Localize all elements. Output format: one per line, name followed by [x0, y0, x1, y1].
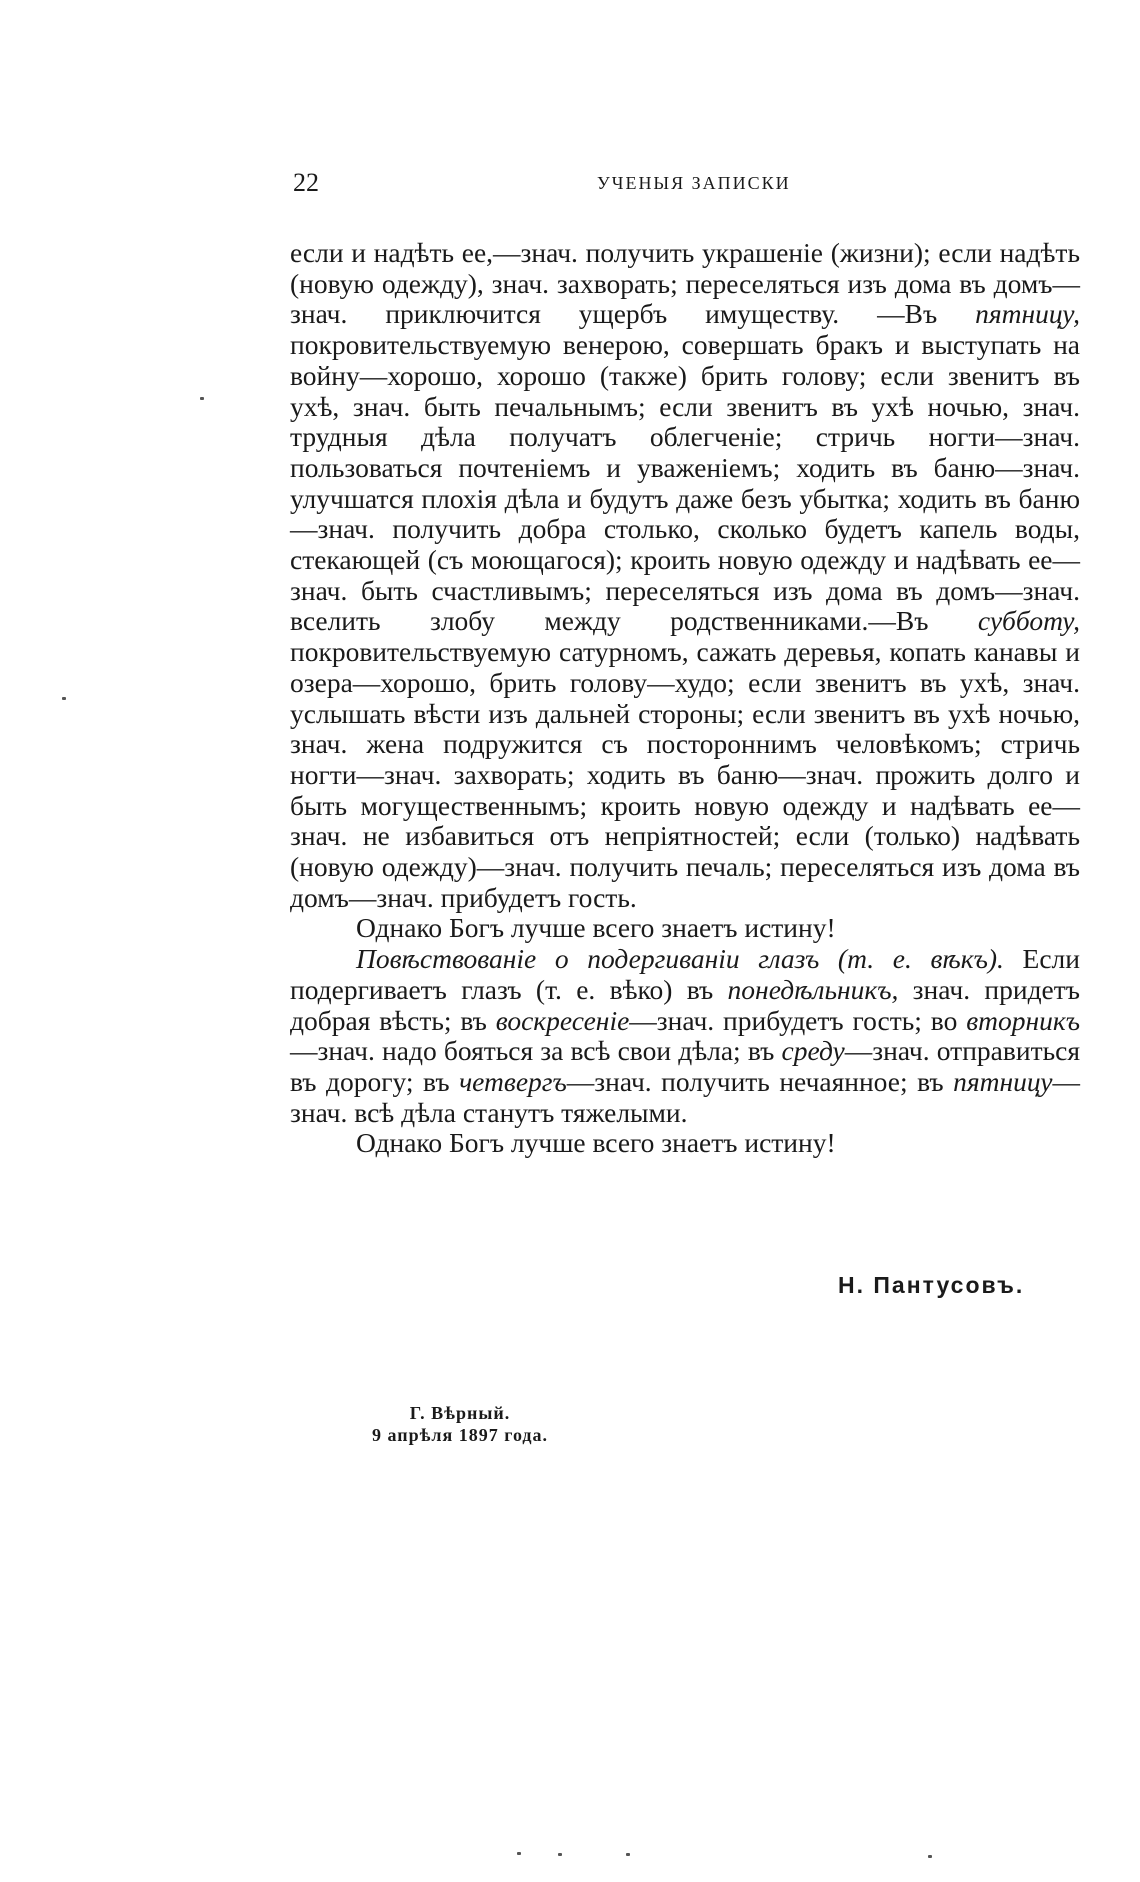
page-number: 22 [293, 168, 319, 197]
scan-speck [200, 397, 204, 400]
text-segment: Если подергиваетъ глазъ (т. е. вѣко) въ [290, 943, 1080, 1005]
scan-speck [558, 1853, 562, 1856]
text-segment-italic: пятницу [953, 1065, 1053, 1097]
date: 9 апрѣля 1897 года. [371, 1425, 549, 1445]
text-segment: знач. придетъ добрая вѣсть; въ [290, 973, 1081, 1036]
text-segment-italic: среду [781, 1035, 845, 1067]
place-date-block [350, 1402, 570, 1446]
text-segment: —знач. всѣ дѣла станутъ тяжелыми. [290, 1065, 1081, 1128]
author-signature: Н. Пантусовъ. [838, 1272, 1025, 1298]
paragraph-closing-formula [290, 1128, 1080, 1159]
place: Г. Вѣрный. [409, 1403, 511, 1423]
text-segment: —знач. надо бояться за всѣ свои дѣла; въ [290, 1035, 782, 1067]
text-segment-italic: пятницу, [975, 298, 1080, 330]
text-segment: покровительствуемую венерою, совершать бракъ и выступать на войну—хорошо, хорошо (также) брить голову; если звенитъ въ ухѣ, знач. быть печальнымъ; если звенитъ въ ухѣ ночью, знач. трудныя дѣла получатъ облегченіе; стричь ногти—знач. пользоваться почтеніемъ и уваженіемъ; ходить въ баню—знач. улучшатся плохія дѣла и будутъ даже безъ убытка; ходить въ баню—знач. получить добра столько, сколько будетъ капель воды, стекающей (съ моющагося); кроить новую одежду и надѣвать ее—знач. быть счастливымъ; переселяться изъ дома въ домъ—знач. вселить злобу между родственниками.—Въ [290, 329, 1080, 637]
text-segment: —знач. прибудетъ гость; во [629, 1004, 967, 1036]
page-header [293, 168, 793, 198]
text-segment: покровительствуемую сатурномъ, сажать деревья, копать канавы и озера—хорошо, брить голову—худо; если звенитъ въ ухѣ, знач. услышать вѣсти изъ дальней стороны; если звенитъ въ ухѣ ночью, знач. жена подружится съ постороннимъ человѣкомъ; стричь ногти—знач. захворать; ходить въ баню—знач. прожить долго и быть могущественнымъ; кроить новую одежду и надѣвать ее—знач. не избавиться отъ непріятностей; если (только) надѣвать (новую одежду)—знач. получить печаль; переселяться изъ дома въ домъ—знач. прибудетъ гость. [290, 636, 1080, 913]
text-segment-italic: четвергъ [459, 1065, 567, 1097]
scan-speck [928, 1855, 932, 1858]
text-segment: Однако Богъ лучше всего знаетъ истину! [356, 1127, 836, 1159]
scan-speck [517, 1852, 521, 1855]
paragraph-eye-twitching [290, 944, 1080, 1128]
running-title: УЧЕНЫЯ ЗАПИСКИ [597, 173, 791, 193]
section-heading: Повѣствованіе о подергиваніи глазъ (т. е. вѣкъ). [356, 943, 1004, 975]
text-segment-italic: воскресеніе [495, 1004, 630, 1036]
paragraph-closing-formula [290, 913, 1080, 944]
scan-speck [62, 697, 66, 700]
main-text [290, 238, 1080, 1159]
text-segment-italic: понедѣльникъ, [727, 973, 899, 1005]
text-segment: если и надѣть ее,—знач. получить украшеніе (жизни); если надѣть (новую одежду), знач. захворать; переселяться изъ дома въ домъ—знач. приключится ущербъ имуществу. —Въ [290, 237, 1080, 330]
text-segment: —знач. получить нечаянное; въ [566, 1065, 954, 1097]
scan-speck [626, 1853, 630, 1856]
text-segment-italic: субботу, [977, 605, 1080, 637]
paragraph-weekday-omens [290, 238, 1080, 913]
text-segment: —знач. отправиться въ дорогу; въ [290, 1035, 1080, 1097]
text-segment-italic: вторникъ [966, 1004, 1081, 1036]
text-segment: Однако Богъ лучше всего знаетъ истину! [356, 912, 836, 944]
